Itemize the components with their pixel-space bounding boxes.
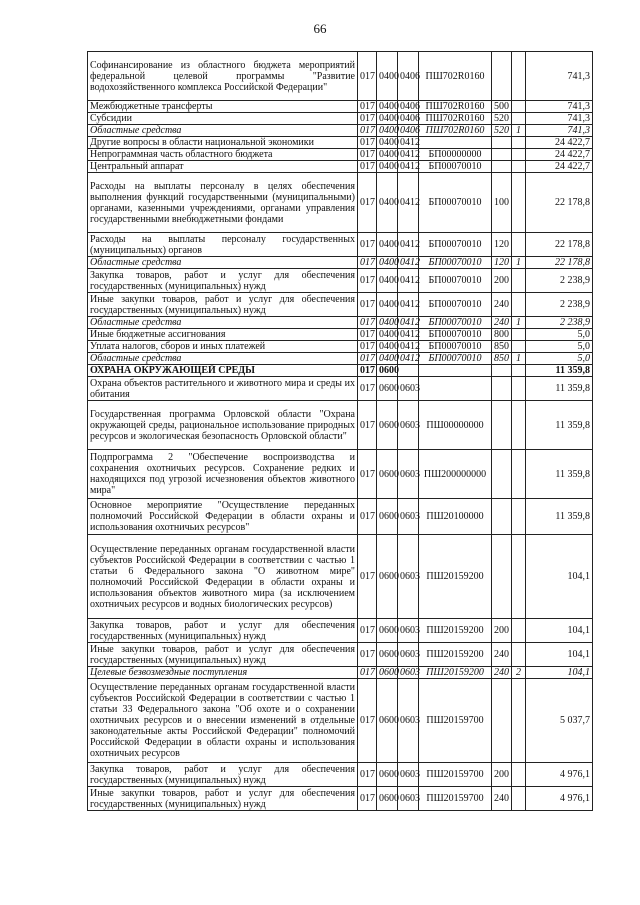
row-podrazdel: 0603 <box>398 679 419 763</box>
row-grbs: 017 <box>358 52 377 101</box>
row-name: Другие вопросы в области национальной экономики <box>88 137 358 149</box>
row-target-article: БП00070010 <box>419 233 492 257</box>
row-source-mark <box>512 499 526 535</box>
row-grbs: 017 <box>358 257 377 269</box>
row-target-article: ПШ20159700 <box>419 787 492 811</box>
row-name: Подпрограмма 2 "Обеспечение воспроизводства и сохранения охотничьих ресурсов. Сохранение редких и находящихся под угрозой исчезновения объектов животного мира" <box>88 450 358 499</box>
row-source-mark: 2 <box>512 667 526 679</box>
row-target-article: ПШ20159200 <box>419 667 492 679</box>
row-expense-type: 200 <box>492 763 512 787</box>
row-source-mark <box>512 101 526 113</box>
table-row <box>88 377 593 401</box>
row-amount: 24 422,7 <box>526 149 593 161</box>
row-amount: 2 238,9 <box>526 317 593 329</box>
row-source-mark <box>512 679 526 763</box>
row-expense-type: 850 <box>492 353 512 365</box>
row-expense-type: 240 <box>492 787 512 811</box>
row-grbs: 017 <box>358 341 377 353</box>
table-row <box>88 101 593 113</box>
row-expense-type: 240 <box>492 317 512 329</box>
row-podrazdel: 0412 <box>398 233 419 257</box>
row-amount: 11 359,8 <box>526 450 593 499</box>
row-name: Закупка товаров, работ и услуг для обеспечения государственных (муниципальных) нужд <box>88 269 358 293</box>
row-razdel: 0600 <box>377 401 398 450</box>
row-podrazdel: 0412 <box>398 257 419 269</box>
row-grbs: 017 <box>358 317 377 329</box>
row-razdel: 0400 <box>377 257 398 269</box>
row-amount: 5,0 <box>526 341 593 353</box>
row-podrazdel: 0406 <box>398 52 419 101</box>
row-grbs: 017 <box>358 293 377 317</box>
budget-table <box>87 51 593 811</box>
row-target-article <box>419 365 492 377</box>
row-amount: 741,3 <box>526 101 593 113</box>
row-amount: 104,1 <box>526 535 593 619</box>
row-name: Основное мероприятие "Осуществление переданных полномочий Российской Федерации в области охраны и использования охотничьих ресурсов" <box>88 499 358 535</box>
row-expense-type: 240 <box>492 643 512 667</box>
row-razdel: 0600 <box>377 365 398 377</box>
row-source-mark <box>512 535 526 619</box>
row-target-article: БП00070010 <box>419 341 492 353</box>
row-target-article <box>419 377 492 401</box>
row-amount: 104,1 <box>526 667 593 679</box>
row-source-mark: 1 <box>512 257 526 269</box>
row-amount: 4 976,1 <box>526 787 593 811</box>
row-source-mark <box>512 329 526 341</box>
row-podrazdel: 0412 <box>398 173 419 233</box>
row-name: Областные средства <box>88 317 358 329</box>
table-row <box>88 329 593 341</box>
table-row <box>88 679 593 763</box>
row-target-article: ПШ20159200 <box>419 643 492 667</box>
row-podrazdel: 0412 <box>398 149 419 161</box>
row-podrazdel: 0412 <box>398 341 419 353</box>
row-expense-type: 850 <box>492 341 512 353</box>
row-razdel: 0400 <box>377 317 398 329</box>
table-row <box>88 365 593 377</box>
row-target-article: БП00000000 <box>419 149 492 161</box>
row-grbs: 017 <box>358 450 377 499</box>
row-name: Расходы на выплаты персоналу в целях обеспечения выполнения функций государственными (муниципальными) органами, казенными учреждениями, органами управления государственными внебюджетными фондами <box>88 173 358 233</box>
row-expense-type: 200 <box>492 619 512 643</box>
row-name: Иные бюджетные ассигнования <box>88 329 358 341</box>
row-razdel: 0600 <box>377 667 398 679</box>
table-row <box>88 317 593 329</box>
table-row <box>88 535 593 619</box>
row-razdel: 0600 <box>377 535 398 619</box>
row-grbs: 017 <box>358 365 377 377</box>
row-amount: 24 422,7 <box>526 161 593 173</box>
row-amount: 741,3 <box>526 113 593 125</box>
row-amount: 22 178,8 <box>526 233 593 257</box>
row-target-article: ПШ200000000 <box>419 450 492 499</box>
row-amount: 24 422,7 <box>526 137 593 149</box>
row-podrazdel <box>398 365 419 377</box>
row-podrazdel: 0412 <box>398 317 419 329</box>
row-name: Иные закупки товаров, работ и услуг для обеспечения государственных (муниципальных) нужд <box>88 293 358 317</box>
row-amount: 741,3 <box>526 52 593 101</box>
row-source-mark <box>512 341 526 353</box>
row-target-article: БП00070010 <box>419 257 492 269</box>
row-target-article: ПШ20159700 <box>419 763 492 787</box>
table-row <box>88 257 593 269</box>
row-name: Уплата налогов, сборов и иных платежей <box>88 341 358 353</box>
row-grbs: 017 <box>358 113 377 125</box>
table-row <box>88 353 593 365</box>
row-amount: 11 359,8 <box>526 401 593 450</box>
table-row <box>88 233 593 257</box>
row-name: Субсидии <box>88 113 358 125</box>
row-source-mark <box>512 377 526 401</box>
row-grbs: 017 <box>358 137 377 149</box>
row-name: Центральный аппарат <box>88 161 358 173</box>
table-row <box>88 499 593 535</box>
row-amount: 5 037,7 <box>526 679 593 763</box>
row-podrazdel: 0603 <box>398 787 419 811</box>
row-razdel: 0400 <box>377 101 398 113</box>
row-podrazdel: 0412 <box>398 137 419 149</box>
table-row <box>88 763 593 787</box>
row-podrazdel: 0406 <box>398 113 419 125</box>
row-source-mark <box>512 173 526 233</box>
row-target-article: ПШ20159200 <box>419 619 492 643</box>
row-grbs: 017 <box>358 353 377 365</box>
row-source-mark: 1 <box>512 317 526 329</box>
row-razdel: 0400 <box>377 329 398 341</box>
row-name: Закупка товаров, работ и услуг для обеспечения государственных (муниципальных) нужд <box>88 763 358 787</box>
row-source-mark: 1 <box>512 125 526 137</box>
row-expense-type <box>492 679 512 763</box>
row-name: Осуществление переданных органам государственной власти субъектов Российской Федерации в соответствии с частью 1 статьи 6 Федерального закона "О животном мире" полномочий Российской Федерации в области охраны и использования объектов животного мира (за исключением охотничьих ресурсов и водных биологических ресурсов) <box>88 535 358 619</box>
row-target-article: ПШ20159200 <box>419 535 492 619</box>
row-razdel: 0400 <box>377 353 398 365</box>
row-expense-type <box>492 365 512 377</box>
row-razdel: 0600 <box>377 619 398 643</box>
row-podrazdel: 0603 <box>398 499 419 535</box>
row-razdel: 0600 <box>377 763 398 787</box>
table-row <box>88 173 593 233</box>
table-row <box>88 293 593 317</box>
row-podrazdel: 0603 <box>398 401 419 450</box>
row-source-mark <box>512 365 526 377</box>
row-amount: 11 359,8 <box>526 499 593 535</box>
table-row <box>88 341 593 353</box>
row-name: Областные средства <box>88 125 358 137</box>
row-amount: 2 238,9 <box>526 269 593 293</box>
row-razdel: 0400 <box>377 173 398 233</box>
row-grbs: 017 <box>358 679 377 763</box>
row-target-article: ПШ20159700 <box>419 679 492 763</box>
row-razdel: 0400 <box>377 137 398 149</box>
row-expense-type <box>492 450 512 499</box>
row-name: Софинансирование из областного бюджета мероприятий федеральной целевой программы "Развитие водохозяйственного комплекса Российской Федерации" <box>88 52 358 101</box>
row-grbs: 017 <box>358 763 377 787</box>
row-source-mark <box>512 401 526 450</box>
row-razdel: 0600 <box>377 679 398 763</box>
table-row <box>88 137 593 149</box>
row-razdel: 0400 <box>377 125 398 137</box>
row-name: Областные средства <box>88 353 358 365</box>
table-row <box>88 52 593 101</box>
row-grbs: 017 <box>358 125 377 137</box>
row-expense-type: 800 <box>492 329 512 341</box>
row-target-article: ПШ00000000 <box>419 401 492 450</box>
row-podrazdel: 0603 <box>398 643 419 667</box>
row-grbs: 017 <box>358 149 377 161</box>
row-podrazdel: 0603 <box>398 763 419 787</box>
row-amount: 5,0 <box>526 353 593 365</box>
row-grbs: 017 <box>358 161 377 173</box>
row-target-article: ПШ702R0160 <box>419 52 492 101</box>
row-grbs: 017 <box>358 173 377 233</box>
row-target-article: ПШ20100000 <box>419 499 492 535</box>
row-grbs: 017 <box>358 535 377 619</box>
table-row <box>88 401 593 450</box>
row-expense-type <box>492 499 512 535</box>
table-row <box>88 113 593 125</box>
row-source-mark <box>512 149 526 161</box>
table-row <box>88 787 593 811</box>
row-name: Осуществление переданных органам государственной власти субъектов Российской Федерации в соответствии с частью 1 статьи 33 Федерального закона "Об охоте и о сохранении охотничьих ресурсов и о внесении изменений в отдельные законодательные акты Российской Федерации" полномочий Российской Федерации в области охраны и использования охотничьих ресурсов <box>88 679 358 763</box>
row-podrazdel: 0412 <box>398 293 419 317</box>
row-podrazdel: 0412 <box>398 353 419 365</box>
row-podrazdel: 0603 <box>398 450 419 499</box>
row-grbs: 017 <box>358 269 377 293</box>
row-amount: 4 976,1 <box>526 763 593 787</box>
row-target-article: БП00070010 <box>419 269 492 293</box>
row-expense-type: 240 <box>492 667 512 679</box>
row-expense-type <box>492 52 512 101</box>
row-target-article: БП00070010 <box>419 329 492 341</box>
row-source-mark <box>512 619 526 643</box>
row-expense-type <box>492 161 512 173</box>
row-grbs: 017 <box>358 499 377 535</box>
table-row <box>88 450 593 499</box>
row-source-mark <box>512 137 526 149</box>
row-podrazdel: 0603 <box>398 535 419 619</box>
row-name: Иные закупки товаров, работ и услуг для обеспечения государственных (муниципальных) нужд <box>88 643 358 667</box>
row-podrazdel: 0406 <box>398 125 419 137</box>
row-name: Непрограммная часть областного бюджета <box>88 149 358 161</box>
row-razdel: 0400 <box>377 161 398 173</box>
row-source-mark <box>512 113 526 125</box>
row-grbs: 017 <box>358 667 377 679</box>
table-row <box>88 643 593 667</box>
row-razdel: 0600 <box>377 787 398 811</box>
table-row <box>88 125 593 137</box>
row-grbs: 017 <box>358 233 377 257</box>
page-number: 66 <box>313 21 327 36</box>
row-expense-type: 100 <box>492 173 512 233</box>
row-expense-type <box>492 401 512 450</box>
row-amount: 2 238,9 <box>526 293 593 317</box>
row-razdel: 0400 <box>377 52 398 101</box>
row-target-article: ПШ702R0160 <box>419 101 492 113</box>
row-grbs: 017 <box>358 643 377 667</box>
row-expense-type <box>492 535 512 619</box>
row-source-mark <box>512 293 526 317</box>
table-row <box>88 667 593 679</box>
row-grbs: 017 <box>358 619 377 643</box>
row-podrazdel: 0412 <box>398 161 419 173</box>
row-source-mark <box>512 233 526 257</box>
row-grbs: 017 <box>358 329 377 341</box>
row-name: ОХРАНА ОКРУЖАЮЩЕЙ СРЕДЫ <box>88 365 358 377</box>
row-expense-type: 120 <box>492 233 512 257</box>
row-name: Целевые безвозмездные поступления <box>88 667 358 679</box>
table-row <box>88 619 593 643</box>
row-expense-type <box>492 137 512 149</box>
row-name: Закупка товаров, работ и услуг для обеспечения государственных (муниципальных) нужд <box>88 619 358 643</box>
row-grbs: 017 <box>358 787 377 811</box>
row-amount: 22 178,8 <box>526 173 593 233</box>
row-expense-type: 500 <box>492 101 512 113</box>
row-podrazdel: 0603 <box>398 667 419 679</box>
row-podrazdel: 0412 <box>398 329 419 341</box>
row-target-article: БП00070010 <box>419 293 492 317</box>
row-razdel: 0600 <box>377 377 398 401</box>
row-name: Государственная программа Орловской области "Охрана окружающей среды, рациональное использование природных ресурсов и экологическая безопасность Орловской области" <box>88 401 358 450</box>
row-source-mark <box>512 161 526 173</box>
row-expense-type: 520 <box>492 113 512 125</box>
table-row <box>88 269 593 293</box>
row-source-mark <box>512 269 526 293</box>
row-expense-type <box>492 377 512 401</box>
row-grbs: 017 <box>358 101 377 113</box>
row-razdel: 0600 <box>377 450 398 499</box>
row-source-mark <box>512 763 526 787</box>
row-grbs: 017 <box>358 377 377 401</box>
row-podrazdel: 0412 <box>398 269 419 293</box>
row-expense-type <box>492 149 512 161</box>
row-expense-type: 240 <box>492 293 512 317</box>
row-source-mark <box>512 643 526 667</box>
row-source-mark <box>512 787 526 811</box>
row-podrazdel: 0406 <box>398 101 419 113</box>
row-razdel: 0400 <box>377 113 398 125</box>
table-row <box>88 161 593 173</box>
row-target-article: БП00070010 <box>419 161 492 173</box>
row-target-article <box>419 137 492 149</box>
row-razdel: 0400 <box>377 341 398 353</box>
row-podrazdel: 0603 <box>398 377 419 401</box>
row-name: Межбюджетные трансферты <box>88 101 358 113</box>
row-source-mark <box>512 52 526 101</box>
row-name: Иные закупки товаров, работ и услуг для обеспечения государственных (муниципальных) нужд <box>88 787 358 811</box>
row-target-article: ПШ702R0160 <box>419 113 492 125</box>
row-razdel: 0400 <box>377 293 398 317</box>
row-podrazdel: 0603 <box>398 619 419 643</box>
row-amount: 11 359,8 <box>526 365 593 377</box>
row-expense-type: 120 <box>492 257 512 269</box>
row-expense-type: 520 <box>492 125 512 137</box>
row-name: Расходы на выплаты персоналу государственных (муниципальных) органов <box>88 233 358 257</box>
row-amount: 5,0 <box>526 329 593 341</box>
row-amount: 22 178,8 <box>526 257 593 269</box>
row-name: Охрана объектов растительного и животного мира и среды их обитания <box>88 377 358 401</box>
row-source-mark <box>512 450 526 499</box>
row-amount: 104,1 <box>526 643 593 667</box>
row-target-article: БП00070010 <box>419 353 492 365</box>
row-source-mark: 1 <box>512 353 526 365</box>
row-amount: 104,1 <box>526 619 593 643</box>
row-razdel: 0400 <box>377 269 398 293</box>
row-expense-type: 200 <box>492 269 512 293</box>
row-amount: 741,3 <box>526 125 593 137</box>
row-target-article: ПШ702R0160 <box>419 125 492 137</box>
table-row <box>88 149 593 161</box>
row-razdel: 0600 <box>377 643 398 667</box>
row-name: Областные средства <box>88 257 358 269</box>
row-target-article: БП00070010 <box>419 317 492 329</box>
row-grbs: 017 <box>358 401 377 450</box>
row-target-article: БП00070010 <box>419 173 492 233</box>
row-razdel: 0400 <box>377 149 398 161</box>
row-razdel: 0400 <box>377 233 398 257</box>
row-razdel: 0600 <box>377 499 398 535</box>
row-amount: 11 359,8 <box>526 377 593 401</box>
